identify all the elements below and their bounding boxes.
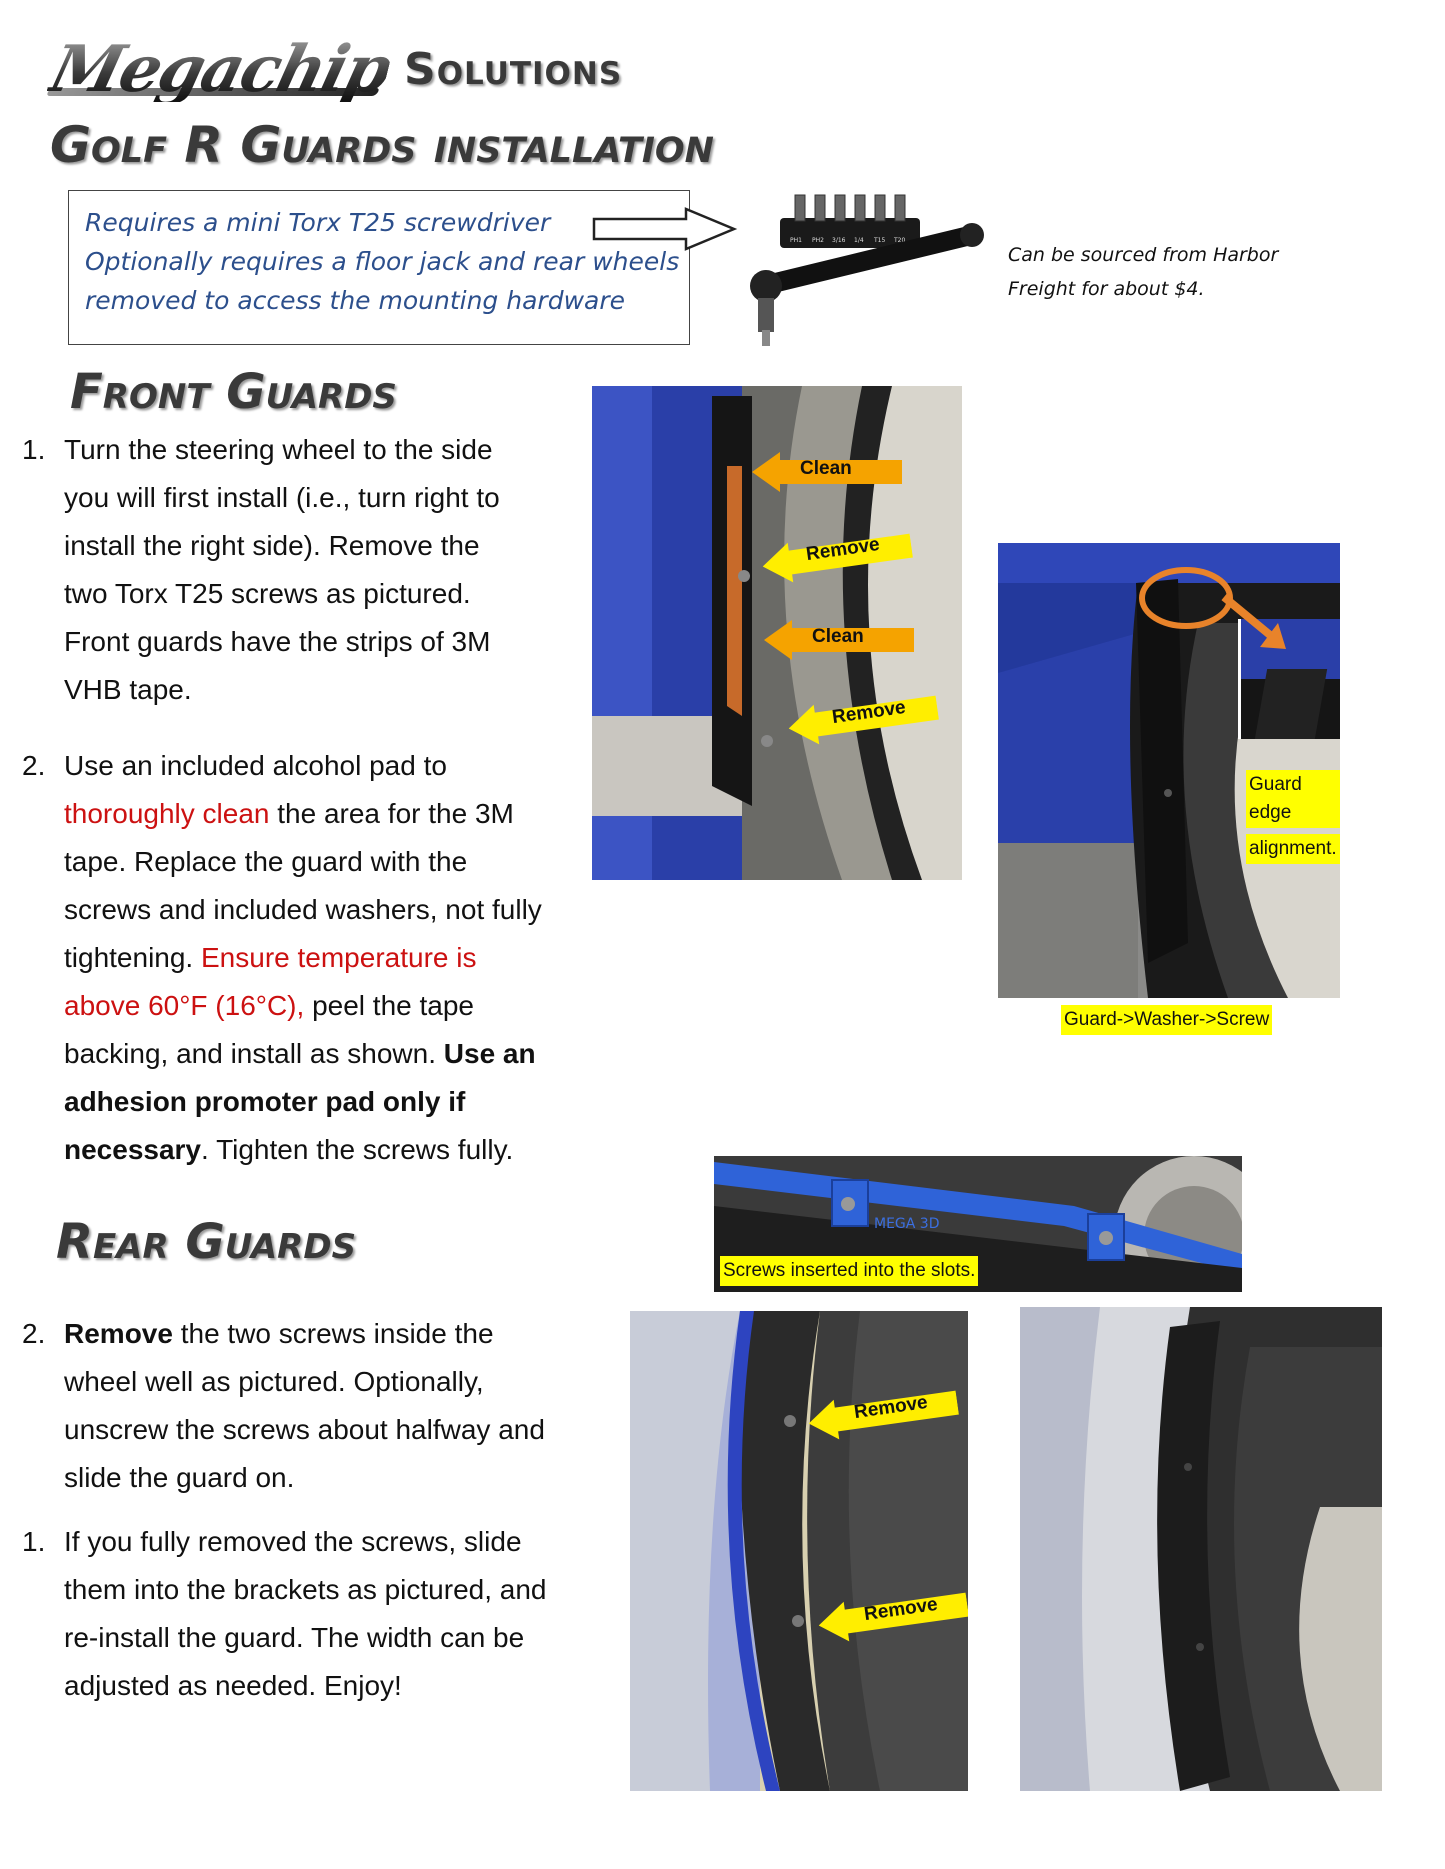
warning-text: Ensure temperature is [201,942,477,973]
guard-edge-label: Guard edge [1246,770,1340,828]
rear-guards-heading: Rear Guards [56,1214,357,1270]
bit-label: PH2 [812,237,824,244]
step-line: you will first install (i.e., turn right to [64,482,500,513]
step-line: Remove the two screws inside the [64,1318,494,1349]
callout-remove-rear-2: Remove [862,1593,939,1626]
screwdriver-image [740,190,995,350]
step-line: If you fully removed the screws, slide [64,1526,522,1557]
bracket-caption: Screws inserted into the slots. [720,1256,978,1286]
step-line: them into the brackets as pictured, and [64,1574,547,1605]
step-line: Turn the steering wheel to the side [64,434,493,465]
pointer-arrow-icon [590,205,740,253]
requirement-line-2: Optionally requires a floor jack and rear wheels [85,247,680,276]
step-line: two Torx T25 screws as pictured. [64,578,471,609]
rear-step-reinstall [22,1518,612,1718]
step-line: Front guards have the strips of 3M [64,626,491,657]
warning-text: thoroughly clean [64,798,270,829]
bit-label: T20 [894,237,906,244]
step-number: 1. [22,434,46,465]
rear-wheel-well-photo [630,1311,968,1791]
bit-label: 3/16 [832,237,846,244]
step-line: slide the guard on. [64,1462,295,1493]
callout-clean-2: Clean [812,626,864,647]
installed-rear-guard-photo [1020,1307,1382,1791]
guard-washer-screw-label: Guard->Washer->Screw [1061,1005,1272,1035]
step-line: VHB tape. [64,674,192,705]
front-guards-heading: Front Guards [70,364,397,420]
bit-label: T15 [874,237,886,244]
requirement-line-3: removed to access the mounting hardware [85,286,625,315]
step-line: screws and included washers, not fully [64,894,542,925]
step-line: above 60°F (16°C), peel the tape [64,990,474,1021]
front-step-2 [22,742,602,1182]
step-line: Use an included alcohol pad to [64,750,447,781]
brand-suffix: Solutions [404,44,623,95]
step-line: tape. Replace the guard with the [64,846,468,877]
page-title: Golf R Guards installation [50,116,714,174]
step-line: unscrew the screws about halfway and [64,1414,545,1445]
step-line: re-install the guard. The width can be [64,1622,525,1653]
bit-label: PH1 [790,237,802,244]
source-note-line-1: Can be sourced from Harbor [1008,244,1279,266]
requirement-line-1: Requires a mini Torx T25 screwdriver [85,208,551,237]
megachip-logo: Megachip [42,32,398,107]
callout-clean-1: Clean [800,458,852,479]
front-step-1 [22,426,582,726]
step-line: necessary. Tighten the screws fully. [64,1134,514,1165]
source-note [1008,238,1308,306]
step-number: 1. [22,1526,46,1557]
step-line: backing, and install as shown. Use an [64,1038,536,1069]
step-line: thoroughly clean the area for the 3M [64,798,514,829]
bracket-slots-photo [714,1156,1242,1292]
guard-edge-label: alignment. [1246,834,1340,864]
step-line: wheel well as pictured. Optionally, [64,1366,484,1397]
callout-remove-rear-1: Remove [852,1391,929,1424]
warning-text: above 60°F (16°C), [64,990,305,1021]
step-number: 2. [22,1318,46,1349]
step-line: adhesion promoter pad only if [64,1086,466,1117]
step-line: install the right side). Remove the [64,530,480,561]
bracket-brand-mark: MEGA 3D [874,1216,940,1232]
bit-label: 1/4 [854,237,864,244]
source-note-line-2: Freight for about $4. [1008,278,1205,300]
callout-remove-2: Remove [830,696,907,729]
step-number: 2. [22,750,46,781]
step-line: adjusted as needed. Enjoy! [64,1670,402,1701]
callout-remove-1: Remove [804,533,881,566]
front-wheel-arch-photo [592,386,962,880]
installed-front-guard-photo [998,543,1340,998]
step-line: tightening. Ensure temperature is [64,942,477,973]
rear-step-remove [22,1310,612,1510]
